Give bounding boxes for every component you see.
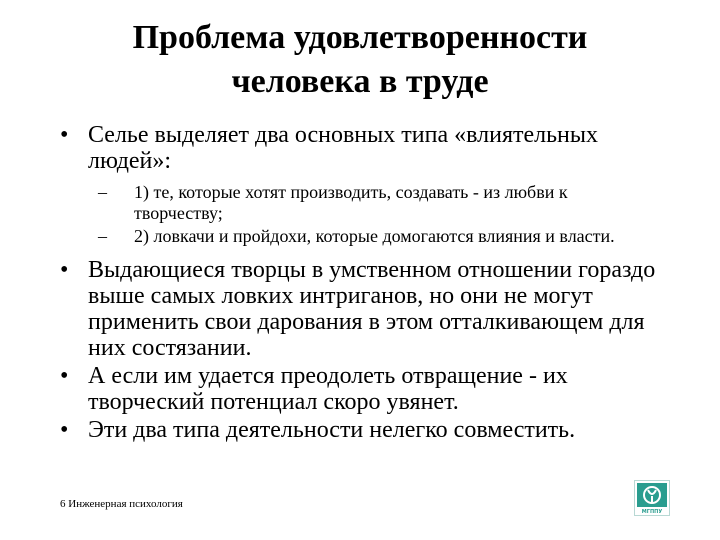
sub-bullet-marker: –	[98, 182, 107, 202]
bullet-item	[58, 363, 658, 415]
sub-bullet-item	[58, 182, 658, 224]
bullet-item	[58, 257, 658, 361]
bullet-marker: •	[60, 257, 69, 283]
bullet-text: А если им удается преодолеть отвращение - их творческий потенциал скоро увянет.	[88, 363, 568, 415]
bullet-item	[58, 122, 658, 174]
slide-footer: 6 Инженерная психология	[60, 498, 183, 510]
bullet-text: Селье выделяет два основных типа «влиятельных людей»:	[88, 122, 599, 174]
sub-bullet-list	[58, 182, 658, 247]
university-logo-icon	[634, 480, 670, 516]
sub-bullet-text: 2) ловкачи и пройдохи, которые домогаются влияния и власти.	[134, 226, 615, 246]
bullet-list	[58, 122, 658, 445]
title-line-2: человека в труде	[231, 63, 489, 100]
slide-title	[60, 16, 660, 104]
bullet-text: Выдающиеся творцы в умственном отношении гораздо выше самых ловких интриганов, но они не могут применить свои дарования в этом отталкивающем для них состязании.	[88, 257, 656, 361]
sub-bullet-text: 1) те, которые хотят производить, создавать - из любви к творчеству;	[134, 182, 568, 223]
sub-bullet-item	[58, 226, 658, 247]
logo-text: МГППУ	[641, 509, 663, 515]
bullet-text: Эти два типа деятельности нелегко совместить.	[88, 417, 576, 443]
title-line-1: Проблема удовлетворенности	[132, 19, 588, 56]
bullet-item	[58, 417, 658, 443]
bullet-marker: •	[60, 122, 69, 148]
bullet-marker: •	[60, 417, 69, 443]
sub-bullet-marker: –	[98, 226, 107, 246]
bullet-marker: •	[60, 363, 69, 389]
